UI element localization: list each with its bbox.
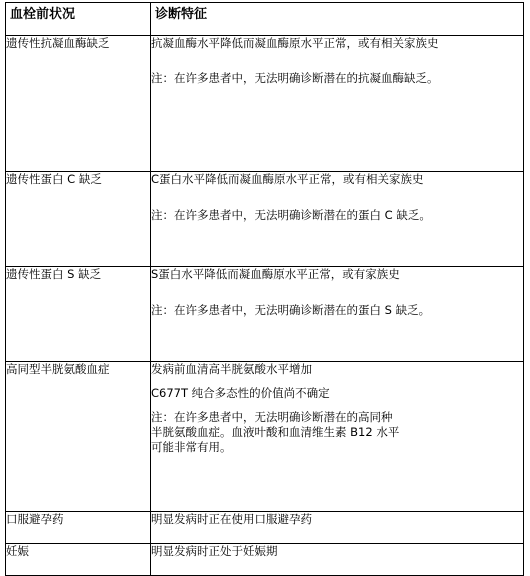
table-row (6, 512, 524, 544)
diagnosis-note-line: 注：在许多患者中，无法明确诊断潜在的高同种 (151, 410, 393, 424)
header-condition: 血栓前状况 (6, 3, 151, 36)
diagnosis-finding: 抗凝血酶水平降低而凝血酶原水平正常，或有相关家族史 (151, 36, 439, 50)
diagnosis-cell (151, 36, 524, 172)
table-header-row (6, 3, 524, 36)
diagnosis-finding: 明显发病时正处于妊娠期 (151, 544, 278, 558)
diagnosis-note-line: 半胱氨酸血症。血液叶酸和血清维生素 B12 水平 (151, 425, 400, 439)
diagnosis-finding: S蛋白水平降低而凝血酶原水平正常，或有家族史 (151, 267, 400, 281)
diagnosis-finding: C蛋白水平降低而凝血酶原水平正常，或有相关家族史 (151, 172, 424, 186)
condition-cell: 高同型半胱氨酸血症 (6, 362, 151, 512)
diagnosis-note-line: 可能非常有用。 (151, 440, 232, 454)
header-diagnostic-features: 诊断特征 (151, 3, 524, 36)
condition-cell: 遗传性蛋白 S 缺乏 (6, 267, 151, 362)
diagnosis-cell (151, 362, 524, 512)
table-row (6, 544, 524, 576)
diagnosis-finding: 明显发病时正在使用口服避孕药 (151, 512, 312, 526)
diagnosis-finding: 发病前血清高半胱氨酸水平增加 (151, 362, 312, 376)
diagnosis-cell (151, 267, 524, 362)
condition-cell: 遗传性抗凝血酶缺乏 (6, 36, 151, 172)
condition-cell: 遗传性蛋白 C 缺乏 (6, 172, 151, 267)
diagnosis-cell (151, 172, 524, 267)
diagnosis-note: 注：在许多患者中，无法明确诊断潜在的蛋白 S 缺乏。 (151, 303, 431, 317)
diagnosis-cell (151, 512, 524, 544)
table-row (6, 267, 524, 362)
prothrombotic-conditions-table (5, 2, 524, 576)
diagnosis-note: 注：在许多患者中，无法明确诊断潜在的抗凝血酶缺乏。 (151, 71, 439, 85)
diagnosis-cell (151, 544, 524, 576)
table-row (6, 172, 524, 267)
table-row (6, 36, 524, 172)
diagnosis-note: 注：在许多患者中，无法明确诊断潜在的蛋白 C 缺乏。 (151, 208, 431, 222)
condition-cell: 口服避孕药 (6, 512, 151, 544)
diagnosis-finding-secondary: C677T 纯合多态性的价值尚不确定 (151, 386, 330, 400)
condition-cell: 妊娠 (6, 544, 151, 576)
table-row (6, 362, 524, 512)
